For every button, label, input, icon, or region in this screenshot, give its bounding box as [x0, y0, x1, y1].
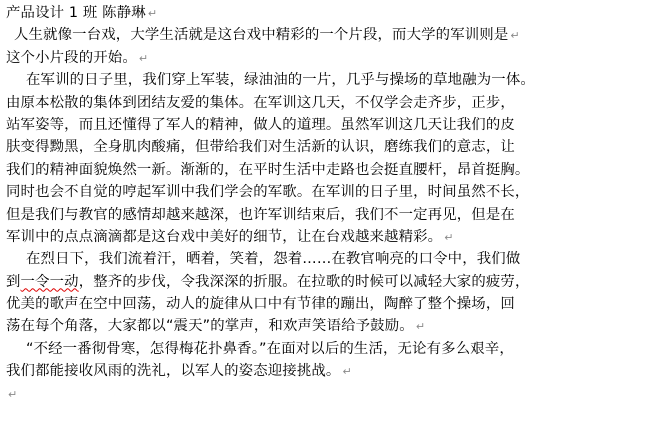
- empty-paragraph: [6, 383, 633, 405]
- line-text: 站军姿等，而且还懂得了军人的精神，做人的道理。虽然军训这几天让我们的皮: [6, 116, 515, 133]
- paragraph-3-line-1: [6, 248, 633, 270]
- document-header: [6, 2, 633, 24]
- paragraph-2-line-7: [6, 204, 633, 226]
- paragraph-mark: ↵: [342, 365, 352, 379]
- paragraph-3-line-2: [6, 271, 633, 293]
- line-text: 同时也会不自觉的哼起军训中我们学会的军歌。在军训的日子里，时间虽然不长，: [6, 184, 530, 201]
- paragraph-mark: ↵: [138, 51, 149, 65]
- paragraph-1-line-2: [6, 47, 633, 69]
- paragraph-2-line-5: [6, 159, 633, 181]
- line-text: 到: [6, 273, 21, 290]
- paragraph-mark: ↵: [444, 230, 454, 244]
- header-text: 产品设计 1 班 陈静琳: [6, 5, 146, 21]
- line-text: 荡在每个角落，大家都以“震天”的掌声，和欢声笑语给予鼓励。: [6, 318, 414, 335]
- paragraph-3-line-3: [6, 293, 633, 315]
- line-text: 在烈日下，我们流着汗，晒着，笑着，怨着……在教官响亮的口令中，我们做: [26, 251, 521, 268]
- line-text: 这个小片段的开始。: [6, 49, 137, 66]
- line-text: 肤变得黝黑，全身肌肉酸痛，但带给我们对生活新的认识，磨练我们的意志，让: [6, 139, 515, 156]
- paragraph-mark: ↵: [147, 7, 158, 20]
- paragraph-mark: ↵: [510, 29, 520, 43]
- line-text: “不经一番彻骨寒，怎得梅花扑鼻香。”在面对以后的生活，无论有多么艰辛，: [26, 340, 514, 357]
- line-text: 我们都能接收风雨的洗礼，以军人的姿态迎接挑战。: [6, 363, 341, 380]
- paragraph-2-line-6: [6, 181, 633, 203]
- paragraph-2-line-1: [6, 69, 633, 91]
- line-text: 优美的歌声在空中回荡，动人的旋律从口中有节律的蹦出，陶醉了整个操场，回: [6, 296, 515, 313]
- paragraph-2-line-4: [6, 136, 633, 158]
- line-text: 人生就像一台戏，大学生活就是这台戏中精彩的一个片段，而大学的军训则是: [14, 27, 509, 44]
- line-text: ，整齐的步伐，令我深深的折服。在拉歌的时候可以减轻大家的疲劳，: [78, 273, 530, 290]
- paragraph-1-line-1: [6, 24, 633, 46]
- paragraph-4-line-2: [6, 360, 633, 382]
- line-text: 在军训的日子里，我们穿上军装，绿油油的一片，几乎与操场的草地融为一体。: [26, 72, 535, 89]
- line-text: 但是我们与教官的感情却越来越深，也许军训结束后，我们不一定再见，但是在: [6, 206, 515, 223]
- paragraph-2-line-8: [6, 226, 633, 248]
- paragraph-mark: ↵: [8, 387, 18, 401]
- line-text: 我们的精神面貌焕然一新。渐渐的，在平时生活中走路也会挺直腰杆，昂首挺胸。: [6, 161, 530, 178]
- paragraph-2-line-2: [6, 92, 633, 114]
- paragraph-4-line-1: [6, 338, 633, 360]
- line-text: 军训中的点点滴滴都是这台戏中美好的细节，让在台戏越来越精彩。: [6, 228, 443, 245]
- paragraph-2-line-3: [6, 114, 633, 136]
- paragraph-mark: ↵: [415, 320, 426, 334]
- line-text: 由原本松散的集体到团结友爱的集体。在军训这几天，不仅学会走齐步，正步，: [6, 94, 515, 111]
- paragraph-3-line-4: [6, 315, 633, 337]
- spelling-flagged-text[interactable]: 一令一动: [20, 273, 79, 290]
